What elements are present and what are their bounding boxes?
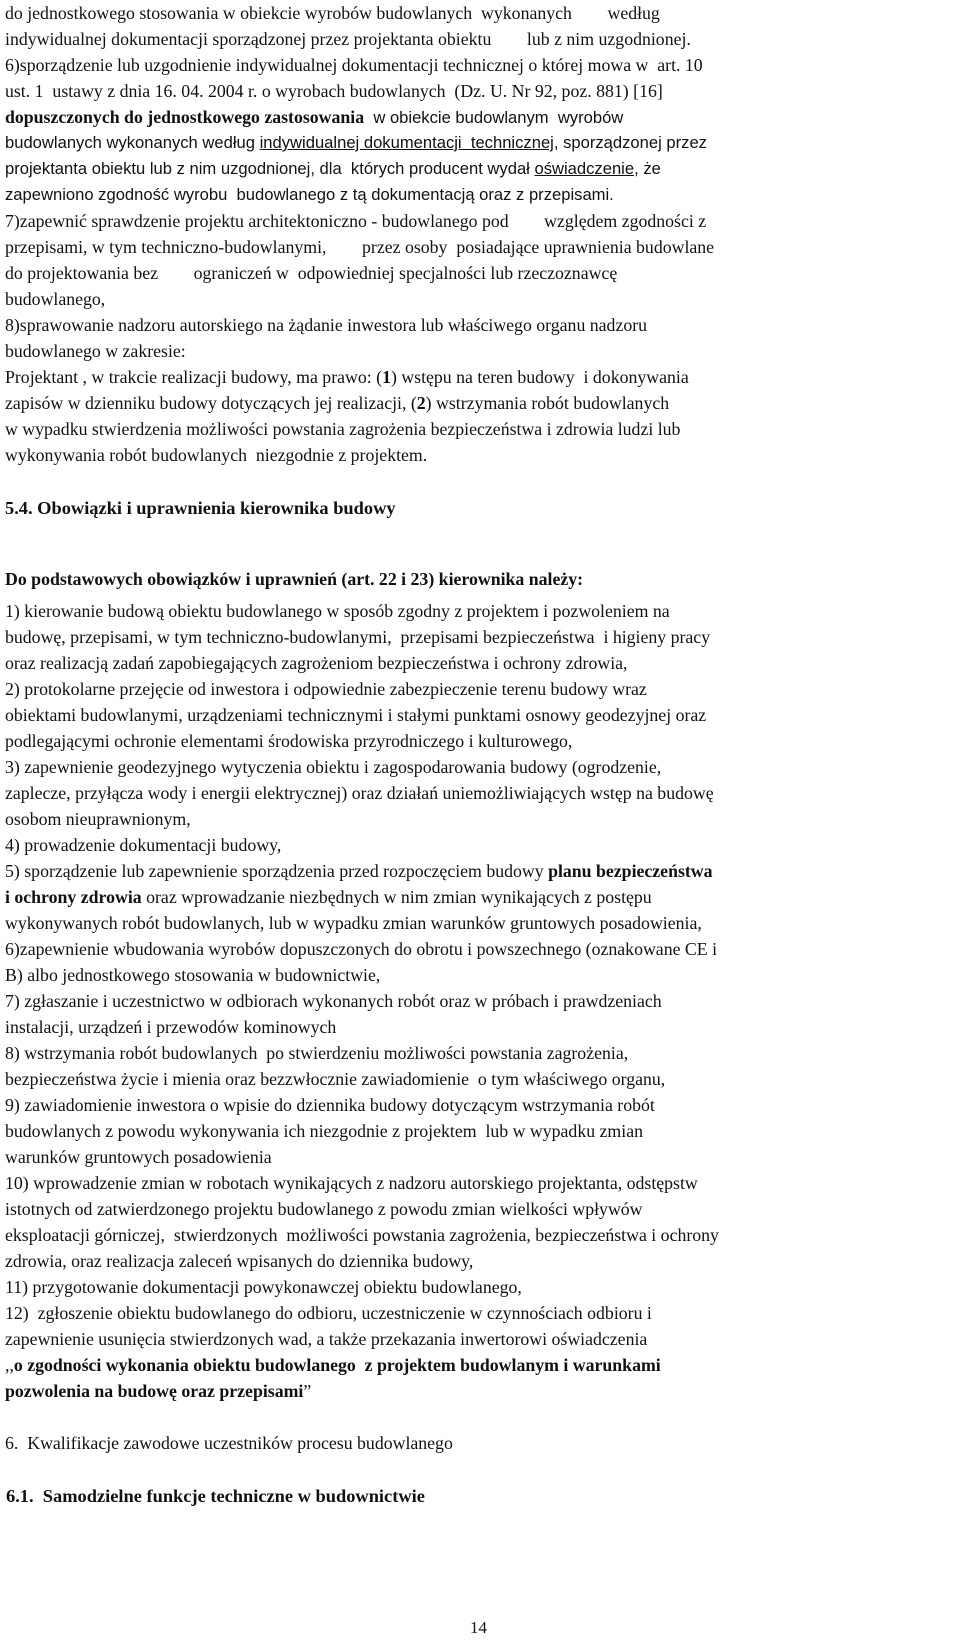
text: budowlanych wykonanych według — [5, 133, 260, 152]
quote-mark: ,, — [5, 1355, 14, 1375]
text: ) wstrzymania robót budowlanych — [425, 393, 670, 413]
text-line: ust. 1 ustawy z dnia 16. 04. 2004 r. o wyrobach budowlanych (Dz. U. Nr 92, poz. 881) [16] — [5, 81, 663, 101]
text: ) wstępu na teren budowy i dokonywania — [390, 367, 689, 387]
bold-text: dopuszczonych do jednostkowego zastosowania — [5, 107, 365, 127]
bold-text: 1 — [382, 367, 391, 387]
text-line: wykonywania robót budowlanych niezgodnie z projektem. — [5, 445, 428, 465]
section-heading: 5.4. Obowiązki i uprawnienia kierownika budowy — [5, 498, 396, 518]
text-line: budowlanego w zakresie: — [5, 341, 186, 361]
list-item: zdrowia, oraz realizacja zaleceń wpisanych do dziennika budowy, — [5, 1251, 474, 1271]
list-item: istotnych od zatwierdzonego projektu budowlanego z powodu zmian wielkości wpływów — [5, 1199, 643, 1219]
text: Projektant , w trakcie realizacji budowy, ma prawo: ( — [5, 367, 383, 387]
list-item: bezpieczeństwa życie i mienia oraz bezzwłocznie zawiadomienie o tym właściwego organu, — [5, 1069, 666, 1089]
list-item: 2) protokolarne przejęcie od inwestora i odpowiednie zabezpieczenie terenu budowy wraz — [5, 679, 647, 699]
text-line: 7)zapewnić sprawdzenie projektu architektoniczno - budowlanego pod względem zgodności z — [5, 211, 707, 231]
list-item — [5, 858, 713, 884]
bold-text: 2 — [416, 393, 426, 413]
list-item: 12) zgłoszenie obiektu budowlanego do odbioru, uczestniczenie w czynnościach odbioru i — [5, 1303, 652, 1323]
text-line — [5, 390, 669, 416]
text-line: zapewniono zgodność wyrobu budowlanego z tą dokumentacją oraz z przepisami. — [5, 185, 614, 204]
text: oraz wprowadzanie niezbędnych w nim zmian wynikających z postępu — [141, 887, 652, 907]
quote-line — [5, 1378, 311, 1404]
list-item: wykonywanych robót budowlanych, lub w wypadku zmian warunków gruntowych posadowienia, — [5, 913, 702, 933]
list-item: obiektami budowlanymi, urządzeniami technicznymi i stałymi punktami osnowy geodezyjnej oraz — [5, 705, 707, 725]
list-item: budowę, przepisami, w tym techniczno-budowlanymi, przepisami bezpieczeństwa i higieny pracy — [5, 627, 711, 647]
list-item: oraz realizacją zadań zapobiegających zagrożeniom bezpieczeństwa i ochrony zdrowia, — [5, 653, 628, 673]
text-line — [5, 156, 661, 182]
list-item: budowlanych z powodu wykonywania ich niezgodnie z projektem lub w wypadku zmian — [5, 1121, 643, 1141]
list-item: eksploatacji górniczej, stwierdzonych możliwości powstania zagrożenia, bezpieczeństwa i ochrony — [5, 1225, 719, 1245]
list-item: 3) zapewnienie geodezyjnego wytyczenia obiektu i zagospodarowania budowy (ogrodzenie, — [5, 757, 662, 777]
bold-text: o zgodności wykonania obiektu budowlanego z projektem budowlanym i warunkami — [13, 1355, 661, 1375]
list-item: 4) prowadzenie dokumentacji budowy, — [5, 835, 282, 855]
text: w obiekcie budowlanym wyrobów — [364, 108, 624, 127]
text-line — [5, 104, 623, 131]
list-item: instalacji, urządzeń i przewodów kominowych — [5, 1017, 337, 1037]
list-item: 1) kierowanie budową obiektu budowlanego w sposób zgodny z projektem i pozwoleniem na — [5, 601, 670, 621]
list-item: 6)zapewnienie wbudowania wyrobów dopuszczonych do obrotu i powszechnego (oznakowane CE i — [5, 939, 718, 959]
list-item: 10) wprowadzenie zmian w robotach wynikających z nadzoru autorskiego projektanta, odstępstw — [5, 1173, 698, 1193]
text-line: do jednostkowego stosowania w obiekcie wyrobów budowlanych wykonanych według — [5, 3, 660, 23]
bold-text: pozwolenia na budowę oraz przepisami — [5, 1381, 304, 1401]
text-line: 6)sporządzenie lub uzgodnienie indywidualnej dokumentacji technicznej o której mowa w art. 10 — [5, 55, 703, 75]
list-item: warunków gruntowych posadowienia — [5, 1147, 272, 1167]
text-line: do projektowania bez ograniczeń w odpowiedniej specjalności lub rzeczoznawcę — [5, 263, 618, 283]
list-item: 8) wstrzymania robót budowlanych po stwierdzeniu możliwości powstania zagrożenia, — [5, 1043, 629, 1063]
text-line: budowlanego, — [5, 289, 106, 309]
text-line: indywidualnej dokumentacji sporządzonej przez projektanta obiektu lub z nim uzgodnionej. — [5, 29, 691, 49]
list-item: B) albo jednostkowego stosowania w budownictwie, — [5, 965, 381, 985]
text-line — [5, 130, 707, 156]
text: , że — [634, 159, 661, 178]
list-item: osobom nieuprawnionym, — [5, 809, 191, 829]
text-line — [5, 364, 689, 390]
section-intro: Do podstawowych obowiązków i uprawnień (art. 22 i 23) kierownika należy: — [5, 569, 584, 589]
underlined-text: indywidualnej dokumentacji technicznej — [259, 133, 554, 152]
list-item: 11) przygotowanie dokumentacji powykonawczej obiektu budowlanego, — [5, 1277, 522, 1297]
list-item — [5, 884, 652, 910]
text-line: 8)sprawowanie nadzoru autorskiego na żądanie inwestora lub właściwego organu nadzoru — [5, 315, 648, 335]
list-item: zapewnienie usunięcia stwierdzonych wad, a także przekazania inwertorowi oświadczenia — [5, 1329, 648, 1349]
text-line: przepisami, w tym techniczno-budowlanymi, przez osoby posiadające uprawnienia budowlane — [5, 237, 715, 257]
list-item: zaplecze, przyłącza wody i energii elektrycznej) oraz działań uniemożliwiających wstęp na budowę — [5, 783, 714, 803]
list-item: 9) zawiadomienie inwestora o wpisie do dziennika budowy dotyczącym wstrzymania robót — [5, 1095, 655, 1115]
bold-text: planu bezpieczeństwa — [548, 861, 713, 881]
page-number: 14 — [470, 1618, 487, 1637]
text: , sporządzonej przez — [553, 133, 707, 152]
underlined-text: oświadczenie — [534, 159, 635, 178]
text: zapisów w dzienniku budowy dotyczących jej realizacji, ( — [5, 393, 417, 413]
text: projektanta obiektu lub z nim uzgodnionej, dla których producent wydał — [5, 159, 535, 178]
text: 5) sporządzenie lub zapewnienie sporządzenia przed rozpoczęciem budowy — [5, 861, 549, 881]
list-item: 7) zgłaszanie i uczestnictwo w odbiorach wykonanych robót oraz w próbach i prawdzeniach — [5, 991, 662, 1011]
section-heading: 6.1. Samodzielne funkcje techniczne w budownictwie — [6, 1486, 425, 1506]
list-item: podlegającymi ochronie elementami środowiska przyrodniczego i kulturowego, — [5, 731, 573, 751]
bold-text: i ochrony zdrowia — [5, 887, 142, 907]
text-line: w wypadku stwierdzenia możliwości powstania zagrożenia bezpieczeństwa i zdrowia ludzi lub — [5, 419, 681, 439]
quote-line — [5, 1352, 661, 1378]
quote-mark: ” — [303, 1381, 312, 1401]
section-heading: 6. Kwalifikacje zawodowe uczestników procesu budowlanego — [5, 1433, 453, 1453]
